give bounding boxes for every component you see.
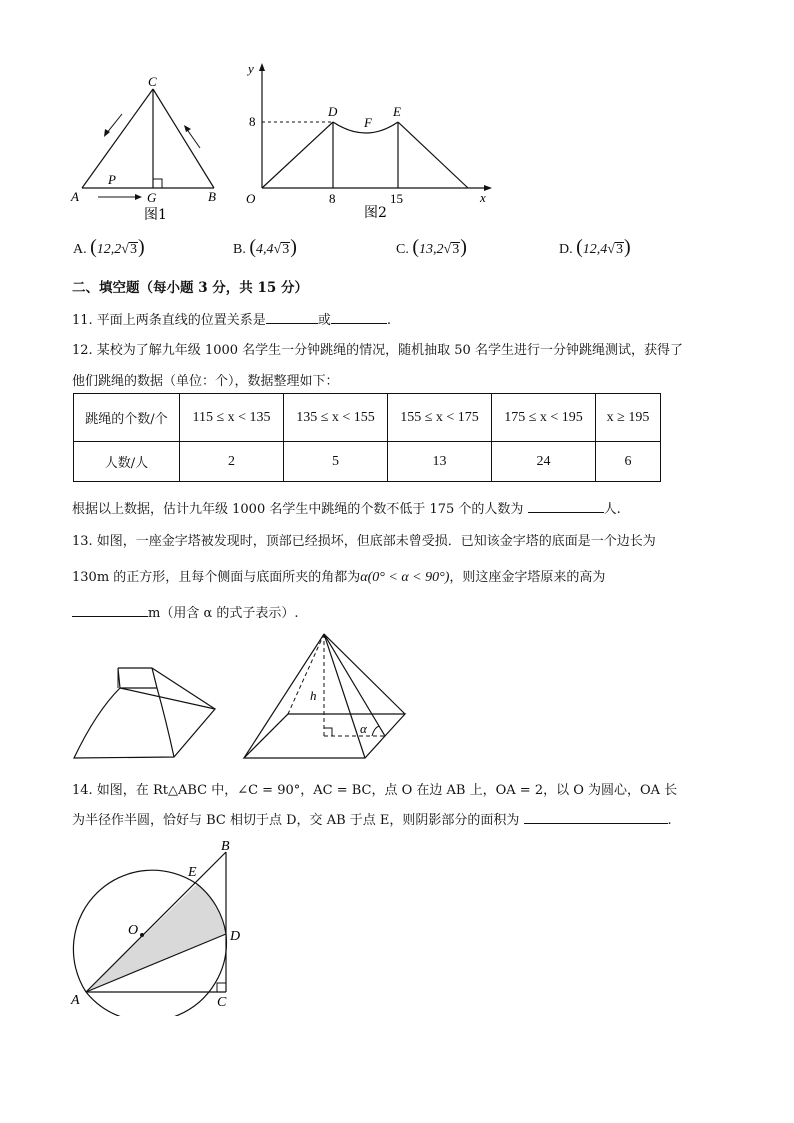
q11-blank-2[interactable]	[331, 311, 387, 324]
figure-semicircle	[66, 836, 256, 1016]
option-b-root: 3	[282, 242, 290, 257]
q12-after	[72, 498, 621, 517]
section-title: 二、填空题（每小题 3 分，共 15 分）	[72, 280, 308, 296]
semicircle-label-c: C	[217, 995, 227, 1010]
fig1-label-p: P	[108, 172, 116, 187]
fig1-label-a: A	[71, 189, 79, 204]
option-d[interactable]: D. (12,4√3)	[559, 236, 631, 258]
fig2-tick-x15: 15	[390, 191, 403, 206]
q11-text: 11. 平面上两条直线的位置关系是	[72, 313, 266, 328]
fig2-label-d: D	[328, 104, 338, 119]
option-a-root: 3	[129, 242, 137, 257]
fig2-tick-x8: 8	[329, 191, 336, 206]
fig2-caption: 图2	[364, 205, 387, 221]
q11-or: 或	[317, 313, 331, 328]
fig2-label-o: O	[246, 191, 256, 206]
q12-blank[interactable]	[528, 500, 604, 513]
table-header-range-3: 155 ≤ x < 175	[388, 394, 492, 442]
table-header-range-4: 175 ≤ x < 195	[492, 394, 596, 442]
table-cell: 5	[284, 442, 388, 482]
table-cell: 6	[596, 442, 661, 482]
figure-damaged-pyramid	[70, 660, 220, 762]
fig2-label-e: E	[393, 104, 401, 119]
pyramid-label-h: h	[310, 688, 317, 703]
option-c[interactable]: C. (13,2√3)	[396, 236, 467, 258]
option-a-coord: 12,2	[96, 242, 122, 257]
q13-line-3	[72, 602, 299, 621]
fig2-tick-y8: 8	[249, 114, 256, 129]
q12-line-1: 12. 某校为了解九年级 1000 名学生一分钟跳绳的情况，随机抽取 50 名学生进行一分钟跳绳测试，获得了	[72, 343, 683, 358]
q14-end: .	[667, 813, 672, 828]
q13-line-3-text: m（用含 α 的式子表示）.	[148, 606, 299, 621]
q13-angle-range: α(0° < α < 90°)	[360, 570, 450, 585]
fig1-label-g: G	[147, 190, 157, 205]
q13-blank[interactable]	[72, 604, 148, 617]
fig1-label-c: C	[148, 74, 157, 89]
figure-2-graph	[240, 58, 500, 228]
table-cell: 2	[180, 442, 284, 482]
option-c-letter: C.	[396, 242, 409, 257]
option-d-coord: 12,4	[582, 242, 608, 257]
q14-line-1: 14. 如图，在 Rt△ABC 中，∠C = 90°，AC = BC，点 O 在边 AB 上，OA = 2，以 O 为圆心，OA 长	[72, 783, 678, 798]
fig2-label-x: x	[480, 190, 486, 205]
q14-line-2-text: 为半径作半圆，恰好与 BC 相切于点 D，交 AB 于点 E，则阴影部分的面积为	[72, 813, 520, 828]
option-b-letter: B.	[233, 242, 246, 257]
q14-blank[interactable]	[524, 811, 668, 824]
semicircle-label-b: B	[221, 839, 230, 854]
fig2-label-y: y	[248, 61, 254, 76]
q13-line-1: 13. 如图，一座金字塔被发现时，顶部已经损坏，但底部未曾受损．已知该金字塔的底面是一个边长为	[72, 534, 656, 549]
q13-line-2a: 130m 的正方形，且每个侧面与底面所夹的角都为	[72, 570, 361, 585]
table-row-label: 人数/人	[74, 442, 180, 482]
q14-line-2	[72, 809, 672, 828]
option-c-root: 3	[452, 242, 460, 257]
q13-line-2c: ，则这座金字塔原来的高为	[449, 570, 606, 585]
q12-line-2: 他们跳绳的数据（单位：个），数据整理如下：	[72, 374, 339, 389]
semicircle-label-o: O	[128, 923, 139, 938]
pyramid-label-alpha: α	[360, 721, 367, 736]
option-b[interactable]: B. (4,4√3)	[233, 236, 297, 258]
q11-blank-1[interactable]	[266, 311, 318, 324]
option-a[interactable]: A. (12,2√3)	[73, 236, 145, 258]
fig1-label-b: B	[208, 189, 216, 204]
semicircle-label-e: E	[188, 865, 197, 880]
fig2-label-f: F	[364, 115, 372, 130]
semicircle-label-d: D	[230, 929, 241, 944]
figure-1-triangle	[66, 70, 226, 230]
jump-rope-table	[73, 393, 661, 482]
figure-full-pyramid	[240, 630, 410, 762]
q12-after-text: 根据以上数据，估计九年级 1000 名学生中跳绳的个数不低于 175 个的人数为	[72, 502, 524, 517]
table-header-range-2: 135 ≤ x < 155	[284, 394, 388, 442]
q12-unit: 人.	[603, 502, 621, 517]
q11-end: .	[386, 313, 391, 328]
semicircle-label-a: A	[71, 993, 80, 1008]
table-header-label: 跳绳的个数/个	[74, 394, 180, 442]
option-a-letter: A.	[73, 242, 87, 257]
fig1-caption: 图1	[144, 207, 167, 223]
table-header-range-1: 115 ≤ x < 135	[180, 394, 284, 442]
option-d-letter: D.	[559, 242, 573, 257]
option-b-coord: 4,4	[256, 242, 274, 257]
table-header-range-5: x ≥ 195	[596, 394, 661, 442]
table-cell: 13	[388, 442, 492, 482]
q13-line-2	[72, 566, 605, 586]
option-d-root: 3	[615, 242, 623, 257]
table-cell: 24	[492, 442, 596, 482]
option-c-coord: 13,2	[419, 242, 444, 257]
question-11	[72, 309, 391, 328]
